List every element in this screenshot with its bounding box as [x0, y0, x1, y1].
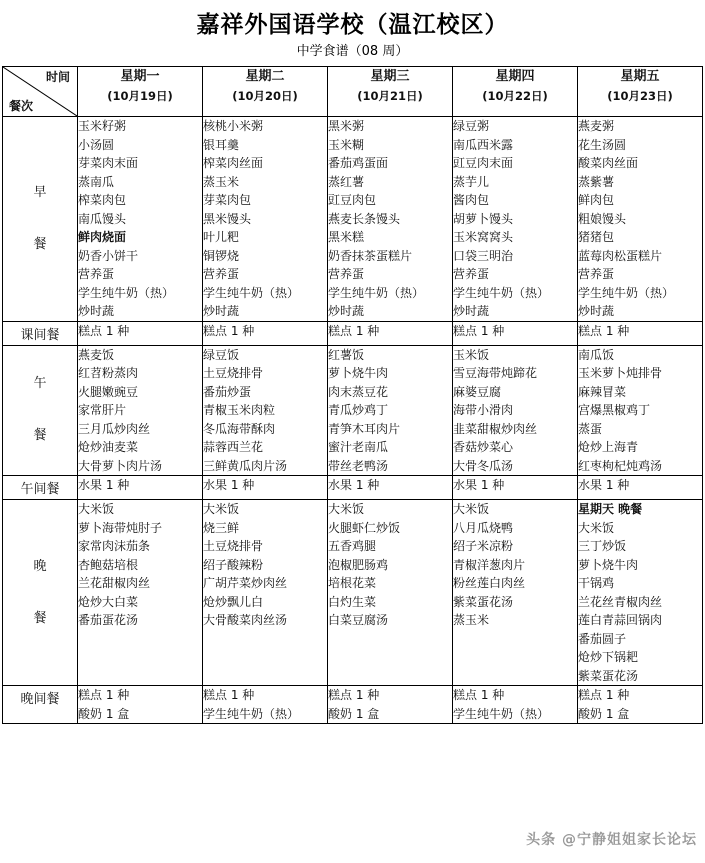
menu-item: 土豆烧排骨: [203, 539, 264, 553]
menu-item: 大米饭: [578, 520, 615, 535]
menu-item: 广胡芹菜炒肉丝: [203, 576, 288, 590]
day-header-1: [78, 67, 203, 117]
menu-cell: [203, 321, 328, 345]
menu-item: 红枣枸杞炖鸡汤: [578, 458, 663, 473]
menu-item: 榨菜肉包: [78, 193, 127, 207]
day-name: 星期五: [620, 69, 660, 84]
day-name: 星期一: [120, 69, 160, 84]
menu-item: 糕点 1 种: [453, 688, 505, 702]
menu-item: 三丁炒饭: [578, 539, 627, 553]
menu-item: 萝卜海带炖肘子: [78, 520, 163, 535]
menu-item: 大米饭: [328, 502, 365, 516]
menu-item: 胡萝卜馒头: [453, 211, 514, 226]
menu-cell: [203, 500, 328, 686]
menu-item: 莲白青蒜回锅肉: [578, 613, 663, 627]
menu-item: 燕麦饭: [78, 347, 115, 362]
menu-item: 核桃小米粥: [203, 119, 264, 133]
menu-item: 水果 1 种: [578, 478, 630, 492]
menu-item: 蒜蓉西兰花: [203, 440, 264, 454]
menu-item: 豇豆肉包: [328, 193, 377, 207]
menu-item: 银耳羹: [203, 137, 240, 152]
menu-item: 绍子米凉粉: [453, 539, 514, 553]
menu-item: 酸奶 1 盒: [578, 706, 630, 721]
day-header-4: [453, 67, 578, 117]
menu-item: 炒时蔬: [78, 304, 115, 318]
menu-item: 奶香小饼干: [78, 248, 139, 263]
meal-label-line1: 晚: [33, 558, 47, 574]
menu-item: 水果 1 种: [328, 478, 380, 492]
menu-item: 绿豆饭: [203, 347, 240, 362]
menu-item: 黑米糕: [328, 230, 365, 244]
menu-cell: [78, 345, 203, 476]
menu-item: 糕点 1 种: [78, 323, 130, 338]
menu-cell: [78, 686, 203, 724]
menu-item: 肉末蒸豆花: [328, 384, 389, 399]
menu-item: 红苕粉蒸肉: [78, 366, 139, 380]
menu-item: 营养蛋: [203, 267, 240, 281]
menu-item: 大米饭: [203, 502, 240, 516]
menu-item: 海带小滑肉: [453, 403, 514, 417]
menu-page: [0, 10, 705, 863]
menu-item: 豇豆肉末面: [453, 156, 514, 170]
menu-item: 叶儿粑: [203, 230, 240, 244]
menu-cell: [453, 500, 578, 686]
menu-cell: [203, 117, 328, 322]
menu-item: 青笋木耳肉片: [328, 421, 401, 436]
menu-item: 花生汤圆: [578, 137, 627, 152]
menu-cell: [203, 345, 328, 476]
day-header-2: [203, 67, 328, 117]
menu-cell: [578, 500, 703, 686]
menu-item: 绿豆粥: [453, 119, 490, 133]
menu-item: 紫菜蛋花汤: [453, 594, 514, 609]
menu-item: 糕点 1 种: [328, 323, 380, 338]
menu-item: 烧三鲜: [203, 520, 240, 535]
menu-item: 冬瓜海带酥肉: [203, 421, 276, 436]
menu-item: 大骨酸菜肉丝汤: [203, 613, 288, 627]
menu-item: 营养蛋: [453, 267, 490, 281]
menu-item: 炝炒大白菜: [78, 594, 139, 609]
menu-item: 燕麦长条馒头: [328, 211, 401, 226]
menu-cell: [453, 686, 578, 724]
menu-item: 酸奶 1 盒: [78, 706, 130, 721]
menu-cell: [578, 321, 703, 345]
menu-item: 泡椒肥肠鸡: [328, 557, 389, 572]
menu-item: 炒时蔬: [328, 304, 365, 318]
menu-item: 培根花菜: [328, 576, 377, 590]
menu-cell: [203, 476, 328, 500]
menu-item: 芽菜肉包: [203, 193, 252, 207]
menu-item: 红薯饭: [328, 347, 365, 362]
menu-item: 麻婆豆腐: [453, 384, 502, 399]
day-name: 星期二: [245, 69, 285, 84]
table-row: [3, 686, 703, 724]
day-header-5: [578, 67, 703, 117]
menu-cell: [453, 345, 578, 476]
menu-item: 糕点 1 种: [578, 323, 630, 338]
menu-item: 炒时蔬: [453, 304, 490, 318]
menu-cell: [578, 117, 703, 322]
meal-row-label: [3, 686, 78, 724]
meal-row-label: [3, 345, 78, 476]
menu-item: 糕点 1 种: [203, 688, 255, 702]
menu-item: 番茄蛋花汤: [78, 613, 139, 627]
menu-item: 蓝莓肉松蛋糕片: [578, 248, 663, 263]
menu-item: 小汤圆: [78, 137, 115, 152]
meal-row-label: [3, 476, 78, 500]
menu-item: 香菇炒菜心: [453, 440, 514, 454]
menu-cell: [453, 476, 578, 500]
menu-cell: [578, 476, 703, 500]
menu-item: 青椒玉米肉粒: [203, 403, 276, 417]
meal-label-line1: 午间餐: [20, 482, 60, 497]
table-header-row: [3, 67, 703, 117]
menu-cell: [328, 500, 453, 686]
menu-item: 雪豆海带炖蹄花: [453, 366, 538, 380]
menu-cell: [203, 686, 328, 724]
menu-item: 蒸红薯: [328, 174, 365, 189]
menu-item: 紫菜蛋花汤: [578, 668, 639, 683]
menu-item: 营养蛋: [78, 267, 115, 281]
corner-time-label: 时间: [45, 70, 70, 84]
table-row: [3, 500, 703, 686]
meal-label-line2: 餐: [33, 610, 47, 626]
menu-item: 糕点 1 种: [78, 688, 130, 702]
day-date: (10月20日): [232, 89, 298, 103]
menu-item: 炝炒下锅耙: [578, 650, 639, 664]
menu-item: 粉丝莲白肉丝: [453, 576, 526, 590]
menu-item: 南瓜馒头: [78, 211, 127, 226]
menu-item: 青瓜炒鸡丁: [328, 403, 389, 417]
day-header-3: [328, 67, 453, 117]
menu-item: 学生纯牛奶（热）: [578, 285, 675, 300]
menu-item: 干锅鸡: [578, 576, 615, 590]
menu-item: 炝炒油麦菜: [78, 440, 139, 454]
meal-label-line1: 课间餐: [20, 327, 60, 343]
menu-table: [2, 66, 703, 724]
menu-item: 番茄炒蛋: [203, 384, 252, 399]
page-subtitle: 中学食谱（08 周）: [296, 44, 409, 59]
menu-item: 学生纯牛奶（热）: [328, 285, 425, 300]
day-date: (10月21日): [357, 89, 423, 103]
menu-item: 燕麦粥: [578, 119, 615, 133]
menu-item: 星期天 晚餐: [578, 502, 643, 516]
menu-item: 家常肉沫茄条: [78, 539, 151, 553]
menu-item: 炝炒上海青: [578, 440, 639, 454]
menu-item: 水果 1 种: [453, 478, 505, 492]
menu-item: 酸奶 1 盒: [328, 706, 380, 721]
menu-cell: [78, 117, 203, 322]
menu-item: 口袋三明治: [453, 248, 514, 263]
meal-label-line1: 午: [33, 376, 47, 392]
menu-item: 水果 1 种: [78, 478, 130, 492]
table-row: [3, 321, 703, 345]
menu-item: 蒸紫薯: [578, 174, 615, 189]
menu-item: 番茄鸡蛋面: [328, 156, 389, 170]
menu-cell: [78, 321, 203, 345]
menu-item: 学生纯牛奶（热）: [203, 706, 300, 721]
menu-item: 酱肉包: [453, 193, 490, 207]
menu-cell: [328, 321, 453, 345]
menu-item: 玉米窝窝头: [453, 230, 514, 244]
day-date: (10月19日): [107, 89, 173, 103]
menu-item: 绍子酸辣粉: [203, 557, 264, 572]
menu-item: 玉米糊: [328, 137, 365, 152]
table-row: [3, 476, 703, 500]
menu-cell: [328, 476, 453, 500]
meal-label-line2: 餐: [33, 428, 47, 444]
menu-item: 学生纯牛奶（热）: [453, 706, 550, 721]
menu-item: 白菜豆腐汤: [328, 613, 389, 627]
menu-item: 糕点 1 种: [328, 688, 380, 702]
menu-item: 兰花甜椒肉丝: [78, 576, 151, 590]
day-name: 星期三: [370, 69, 410, 84]
meal-row-label: [3, 321, 78, 345]
menu-cell: [578, 345, 703, 476]
menu-item: 蒸玉米: [453, 613, 490, 627]
menu-cell: [578, 686, 703, 724]
menu-item: 玉米萝卜炖排骨: [578, 366, 663, 380]
menu-item: 宫爆黑椒鸡丁: [578, 403, 651, 417]
menu-item: 水果 1 种: [203, 478, 255, 492]
menu-item: 学生纯牛奶（热）: [203, 285, 300, 300]
watermark: 头条 @宁静姐姐家长论坛: [526, 832, 697, 848]
corner-header-cell: [3, 67, 78, 117]
menu-item: 营养蛋: [328, 267, 365, 281]
menu-item: 麻辣冒菜: [578, 384, 627, 399]
menu-item: 炝炒飘儿白: [203, 594, 264, 609]
menu-item: 番茄圆子: [578, 631, 627, 646]
menu-item: 大米饭: [453, 502, 490, 516]
menu-item: 蜜汁老南瓜: [328, 440, 389, 454]
menu-item: 玉米饭: [453, 347, 490, 362]
menu-cell: [453, 117, 578, 322]
menu-item: 杏鲍菇培根: [78, 557, 139, 572]
table-row: [3, 117, 703, 322]
menu-item: 黑米馒头: [203, 211, 252, 226]
menu-item: 五香鸡腿: [328, 539, 377, 553]
menu-item: 韭菜甜椒炒肉丝: [453, 421, 538, 436]
menu-item: 兰花丝青椒肉丝: [578, 594, 663, 609]
menu-item: 炒时蔬: [203, 304, 240, 318]
menu-item: 大骨冬瓜汤: [453, 458, 514, 473]
menu-cell: [328, 117, 453, 322]
menu-item: 火腿虾仁炒饭: [328, 520, 401, 535]
menu-item: 芽菜肉末面: [78, 156, 139, 170]
menu-item: 酸菜肉丝面: [578, 156, 639, 170]
menu-item: 家常肝片: [78, 403, 127, 417]
menu-item: 猪猪包: [578, 230, 615, 244]
menu-item: 榨菜肉丝面: [203, 156, 264, 170]
menu-item: 铜锣烧: [203, 248, 240, 263]
menu-item: 土豆烧排骨: [203, 366, 264, 380]
menu-item: 南瓜西米露: [453, 137, 514, 152]
menu-cell: [78, 500, 203, 686]
day-name: 星期四: [495, 69, 535, 84]
menu-item: 黑米粥: [328, 119, 365, 133]
meal-row-label: [3, 117, 78, 322]
meal-row-label: [3, 500, 78, 686]
menu-item: 三月瓜炒肉丝: [78, 421, 151, 436]
menu-item: 八月瓜烧鸭: [453, 520, 514, 535]
menu-item: 青椒洋葱肉片: [453, 557, 526, 572]
menu-item: 带丝老鸭汤: [328, 458, 389, 473]
menu-item: 萝卜烧牛肉: [578, 557, 639, 572]
menu-item: 蒸蛋: [578, 421, 603, 436]
menu-item: 学生纯牛奶（热）: [78, 285, 175, 300]
corner-meal-label: 餐次: [9, 99, 34, 113]
day-date: (10月23日): [607, 89, 673, 103]
menu-item: 大骨萝卜肉片汤: [78, 458, 163, 473]
meal-label-line1: 晚间餐: [20, 692, 60, 707]
menu-item: 蒸芋儿: [453, 174, 490, 189]
menu-item: 鲜肉包: [578, 193, 615, 207]
table-body: [3, 117, 703, 724]
page-title: 嘉祥外国语学校（温江校区）: [196, 12, 509, 38]
menu-item: 糕点 1 种: [453, 323, 505, 338]
menu-cell: [78, 476, 203, 500]
menu-item: 营养蛋: [578, 267, 615, 281]
menu-item: 三鲜黄瓜肉片汤: [203, 458, 288, 473]
menu-item: 蒸南瓜: [78, 174, 115, 189]
table-row: [3, 345, 703, 476]
menu-item: 粗娘馒头: [578, 211, 627, 226]
meal-label-line2: 餐: [33, 236, 47, 252]
meal-label-line1: 早: [33, 184, 47, 200]
menu-item: 萝卜烧牛肉: [328, 366, 389, 380]
menu-item: 大米饭: [78, 502, 115, 516]
menu-item: 学生纯牛奶（热）: [453, 285, 550, 300]
menu-cell: [453, 321, 578, 345]
menu-item: 玉米籽粥: [78, 119, 127, 133]
menu-item: 糕点 1 种: [578, 688, 630, 702]
menu-item: 白灼生菜: [328, 594, 377, 609]
menu-item: 鲜肉烧面: [78, 230, 127, 244]
menu-cell: [328, 345, 453, 476]
menu-item: 蒸玉米: [203, 174, 240, 189]
menu-item: 火腿嫩豌豆: [78, 384, 139, 399]
menu-item: 奶香抹茶蛋糕片: [328, 248, 413, 263]
menu-cell: [328, 686, 453, 724]
menu-item: 糕点 1 种: [203, 323, 255, 338]
day-date: (10月22日): [482, 89, 548, 103]
menu-item: 炒时蔬: [578, 304, 615, 318]
menu-item: 南瓜饭: [578, 347, 615, 362]
